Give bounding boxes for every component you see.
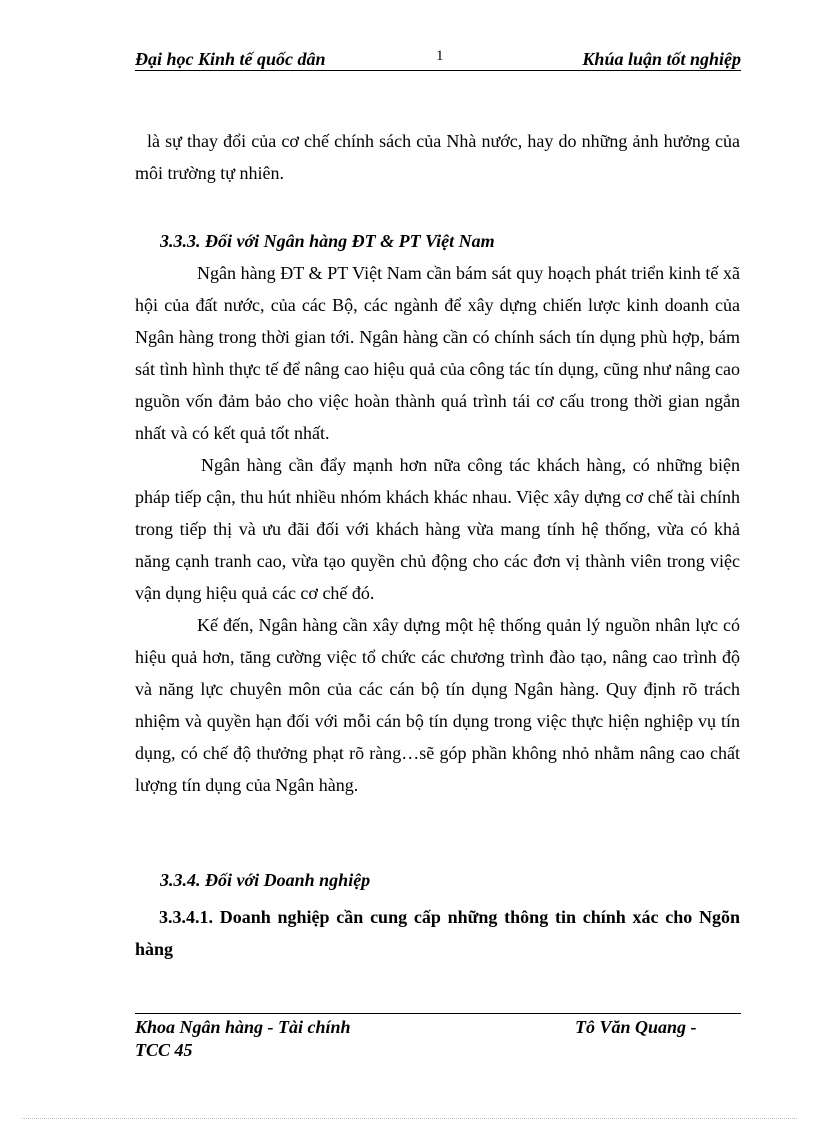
page-number: 1: [436, 48, 444, 64]
page-bottom-divider: [22, 1118, 797, 1119]
header-university: Đại học Kinh tế quốc dân: [135, 49, 326, 69]
page-header: [135, 48, 741, 71]
footer-class: TCC 45: [135, 1040, 193, 1060]
paragraph-continued: là sự thay đổi của cơ chế chính sách của Nhà nước, hay do những ảnh hưởng của môi trường tự nhiên.: [135, 131, 740, 183]
paragraph-1: Ngân hàng ĐT & PT Việt Nam cần bám sát quy hoạch phát triển kinh tế xã hội của đất nước, của các Bộ, các ngành để xây dựng chiến lược kinh doanh của Ngân hàng trong thời gian tới. Ngân hàng cần có chính sách tín dụng phù hợp, bám sát tình hình thực tế để nâng cao hiệu quả của công tác tín dụng, cũng như nâng cao nguồn vốn đảm bảo cho việc hoàn thành quá trình tái cơ cấu trong thời gian ngắn nhất và có kết quả tốt nhất.: [135, 263, 740, 443]
paragraph-2: Ngân hàng cần đẩy mạnh hơn nữa công tác khách hàng, có những biện pháp tiếp cận, thu hút nhiều nhóm khách khác nhau. Việc xây dựng cơ chế tài chính trong tiếp thị và ưu đãi đối với khách hàng vừa mang tính hệ thống, vừa có khả năng cạnh tranh cao, vừa tạo quyền chủ động cho các đơn vị thành viên trong việc vận dụng hiệu quả các cơ chế đó.: [135, 455, 740, 603]
page-footer: [135, 1013, 741, 1060]
footer-faculty: Khoa Ngân hàng - Tài chính: [135, 1017, 351, 1037]
section-heading-3-3-3: 3.3.3. Đối với Ngân hàng ĐT & PT Việt Nam: [160, 231, 495, 251]
paragraph-3: Kế đến, Ngân hàng cần xây dựng một hệ thống quản lý nguồn nhân lực có hiệu quả hơn, tăng cường việc tổ chức các chương trình đào tạo, nâng cao trình độ và năng lực chuyên môn của các cán bộ tín dụng Ngân hàng. Quy định rõ trách nhiệm và quyền hạn đối với mỗi cán bộ tín dụng trong việc thực hiện nghiệp vụ tín dụng, có chế độ thưởng phạt rõ ràng…sẽ góp phần không nhỏ nhằm nâng cao chất lượng tín dụng của Ngân hàng.: [135, 615, 740, 795]
subsection-heading-3-3-4-1: 3.3.4.1. Doanh nghiệp cần cung cấp những thông tin chính xác cho Ngõn hàng: [135, 907, 740, 959]
document-body: [135, 125, 740, 801]
footer-author: Tô Văn Quang -: [575, 1017, 697, 1037]
header-thesis-type: Khúa luận tốt nghiệp: [582, 49, 741, 69]
section-heading-3-3-4: 3.3.4. Đối với Doanh nghiệp: [160, 870, 371, 890]
